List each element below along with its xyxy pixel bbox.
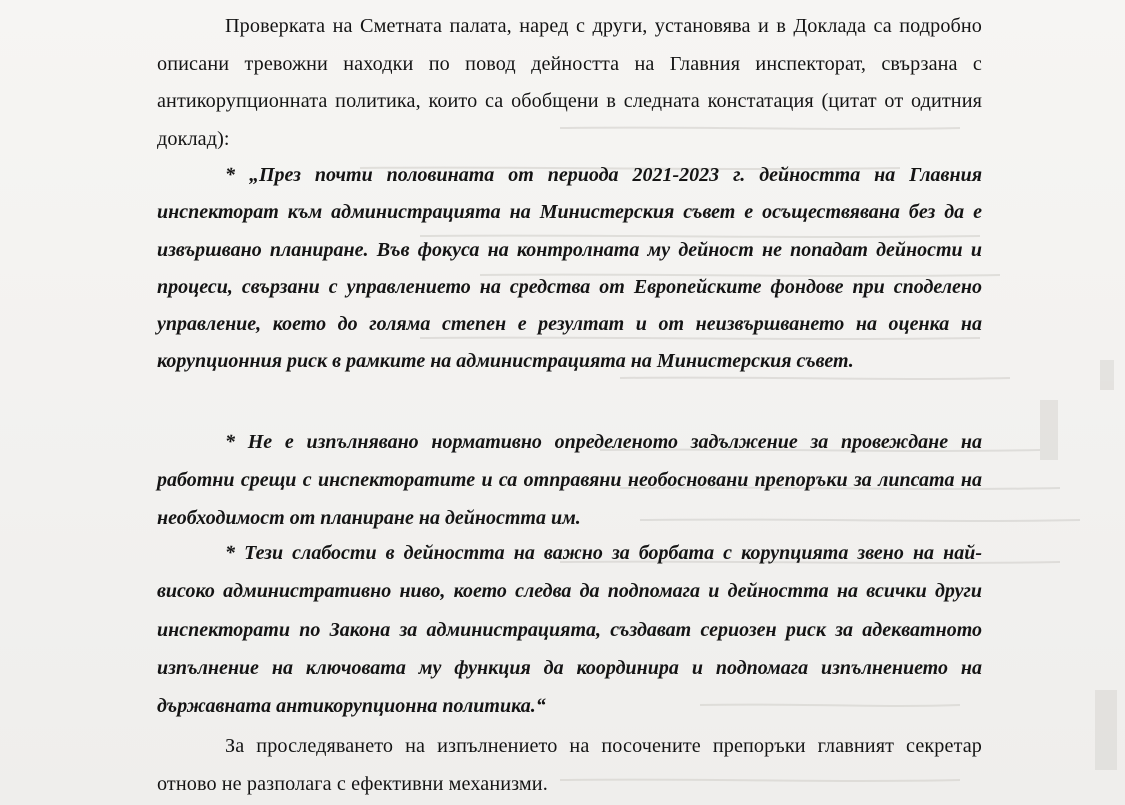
- quote-item-3: * Тези слабости в дейността на важно за борбата с корупцията звено на най-високо административно ниво, което следва да подпомага и дейността на всички други инспекторати по Закона за администрацията, създават сериозен риск за адекватното изпълнение на ключовата му функция да координира и подпомага изпълнението на държавната антикорупционна политика.“: [157, 542, 982, 718]
- quote-item-2: * Не е изпълнявано нормативно определеното задължение за провеждане на работни срещи с инспекторатите и са отправяни необосновани препоръки за липсата на необходимост от планиране на дейността им.: [157, 431, 982, 529]
- intro-paragraph: Проверката на Сметната палата, наред с други, установява и в Доклада са подробно описани тревожни находки по повод дейността на Главния инспекторат, свързана с антикорупционната политика, които са обобщени в следната констатация (цитат от одитния доклад):: [157, 15, 982, 150]
- quote-item-1: * „През почти половината от периода 2021-2023 г. дейността на Главния инспекторат към администрацията на Министерския съвет е осъществявана без да е извършвано планиране. Във фокуса на контролната му дейност не попадат дейности и процеси, свързани с управлението на средства от Европейските фондове при споделено управление, което до голяма степен е резултат и от неизвършването на оценка на корупционния риск в рамките на администрацията на Министерския съвет.: [157, 164, 982, 373]
- closing-paragraph: За проследяването на изпълнението на посочените препоръки главният секретар отново не разполага с ефективни механизми.: [157, 735, 982, 795]
